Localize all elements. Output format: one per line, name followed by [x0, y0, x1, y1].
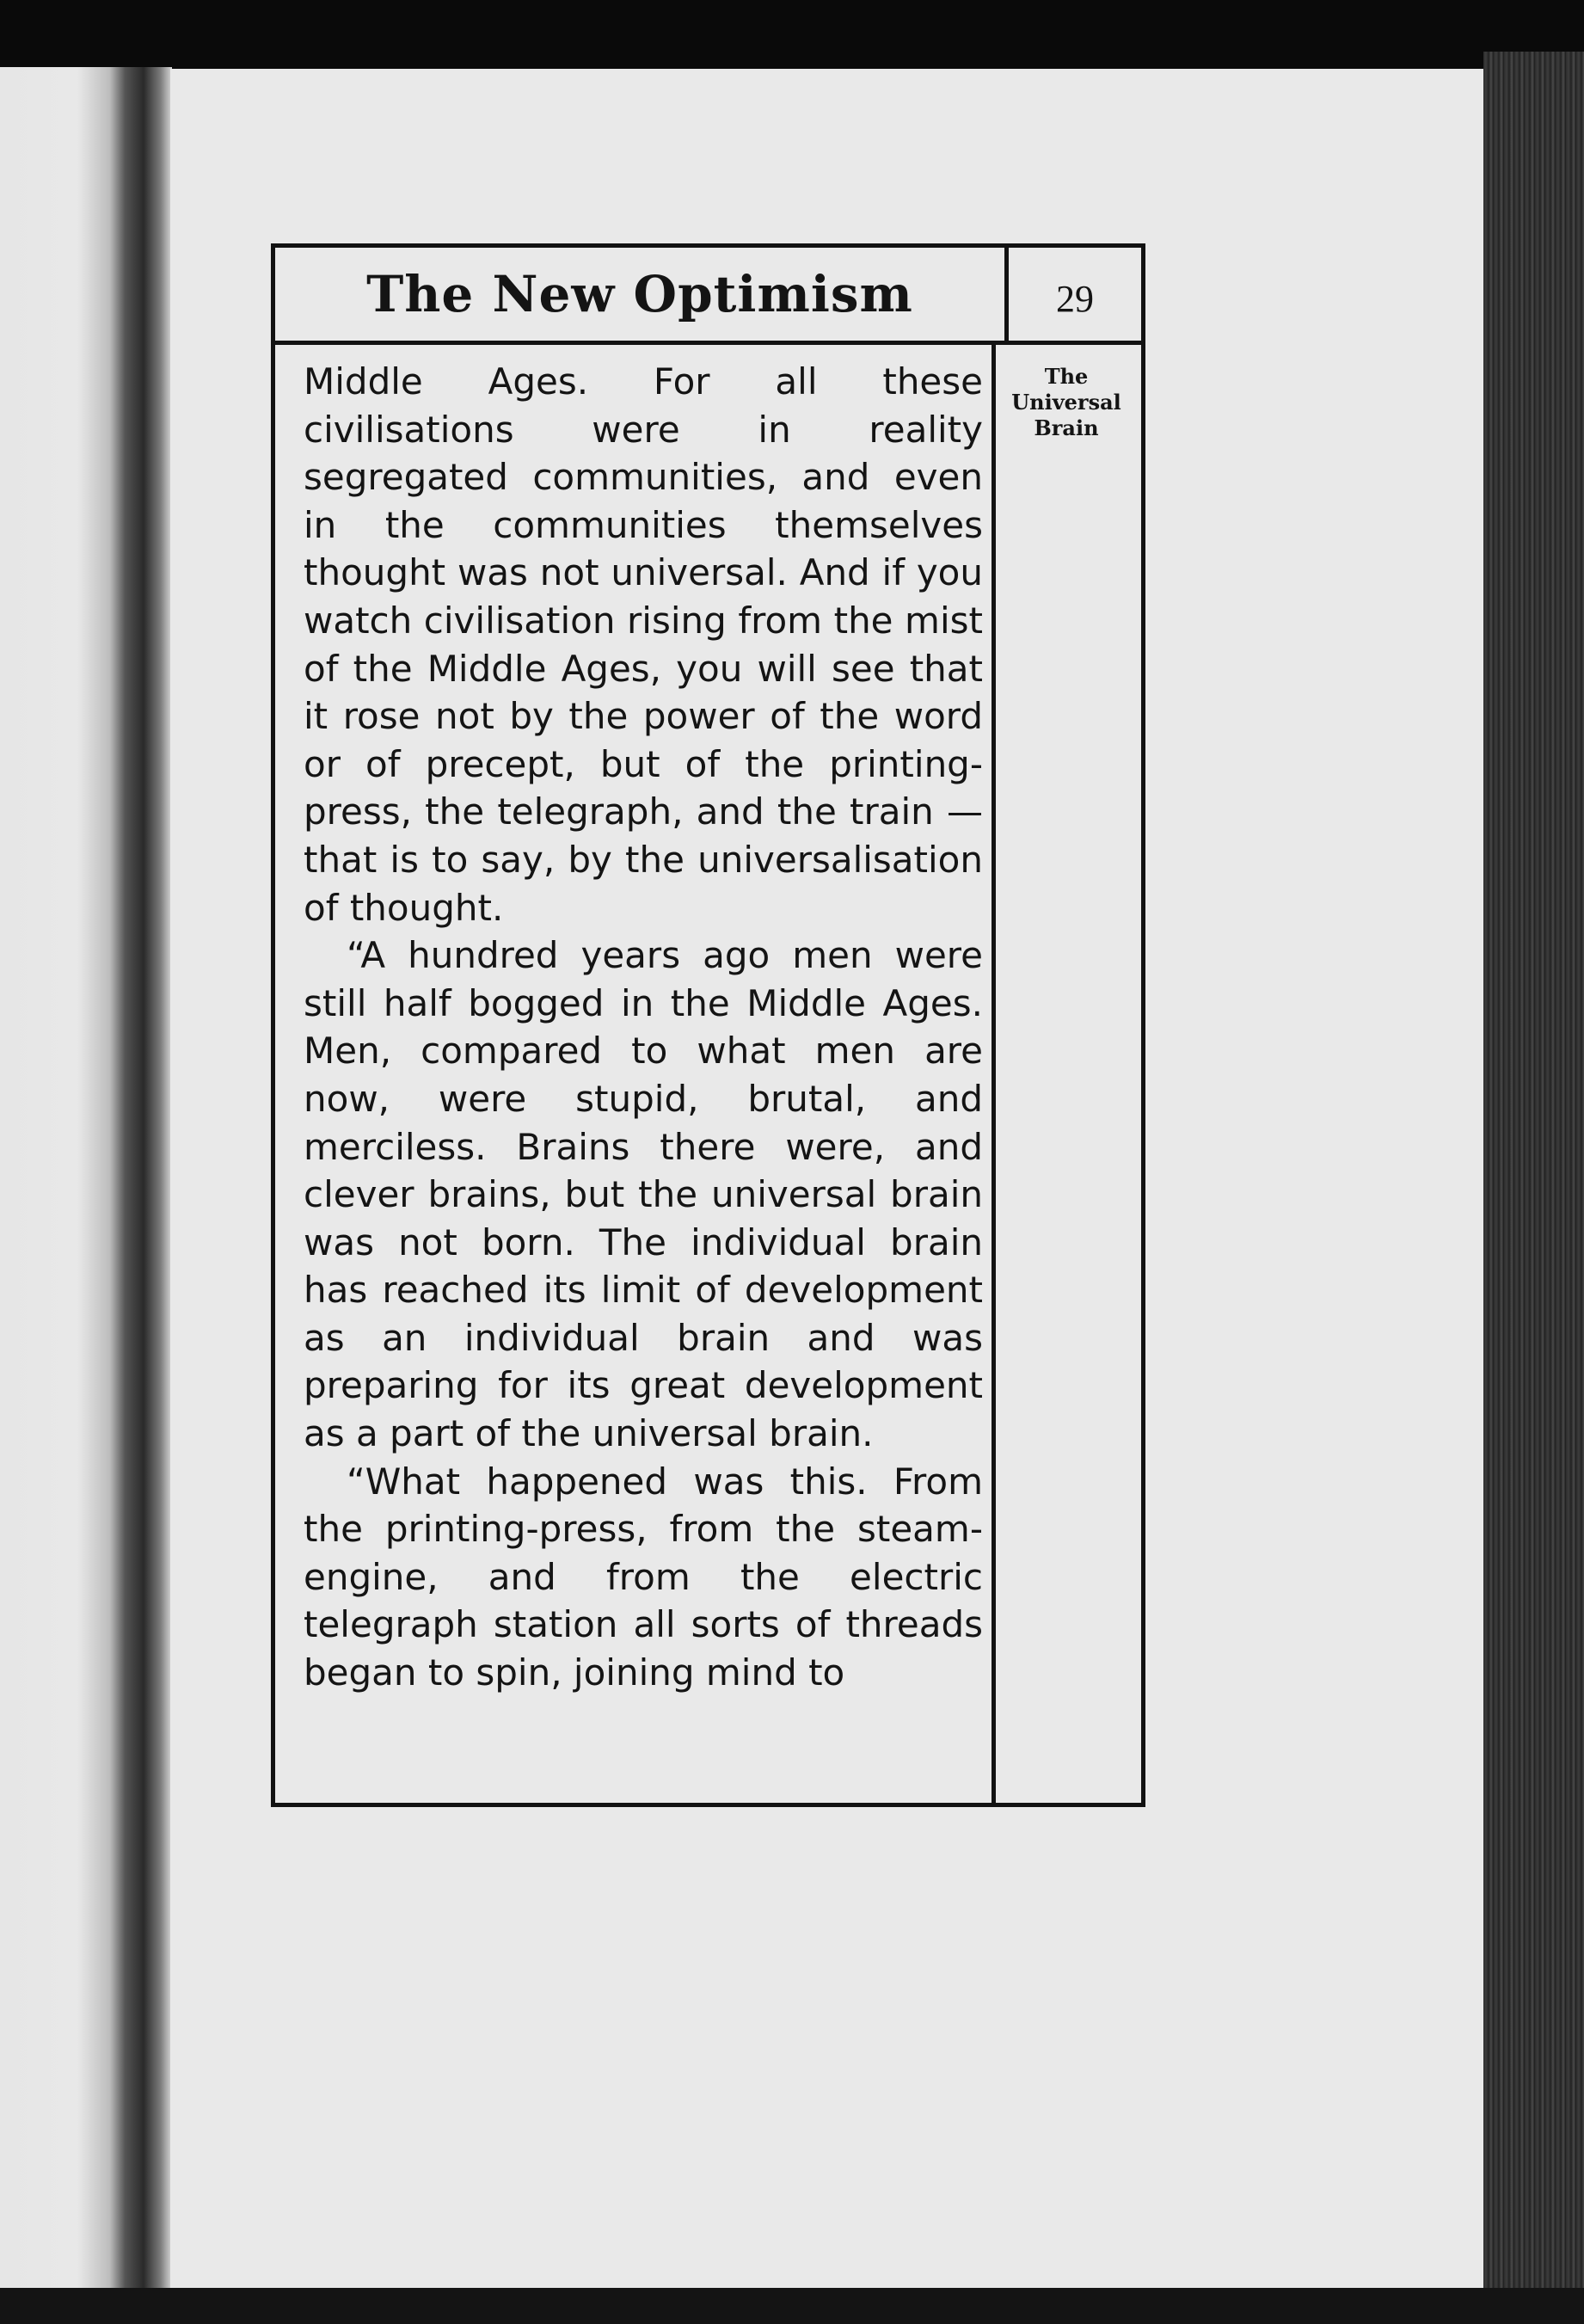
main-text-column	[275, 341, 996, 1803]
paragraph-1: Middle Ages. For all these civilisations were in reality segregated communities, and even in the communities themselves thought was not universal. And if you watch civilisation rising from the mist of the Middle Ages, you will see that it rose not by the power of the word or of precept, but of the printing-press, the telegraph, and the train —that is to say, by the universalisation of thought.	[304, 360, 983, 929]
running-title: The New Optimism	[275, 248, 1009, 341]
body-text	[304, 358, 983, 1697]
margin-sidenote	[1002, 364, 1131, 441]
paragraph-2: “A hundred years ago men were still half bogged in the Middle Ages. Men, compared to what men are now, were stupid, brutal, and merciless. Brains there were, and clever brains, but the universal brain was not born. The individual brain has reached its limit of development as an individual brain and was preparing for its great development as a part of the universal brain.	[304, 934, 983, 1455]
sidenote-line-3: Brain	[1034, 415, 1099, 440]
book-gutter	[125, 67, 172, 2324]
running-header	[275, 248, 1141, 345]
sidenote-line-2: Universal	[1011, 390, 1121, 415]
scan-top-border	[0, 0, 1584, 69]
paragraph-3: “What happened was this. From the printing-press, from the steam-engine, and from the electric telegraph station all sorts of threads began to spin, joining mind to	[304, 1460, 983, 1694]
page-stack-edge	[1483, 52, 1584, 2324]
scan-bottom-border	[0, 2288, 1584, 2324]
facing-page-edge	[0, 67, 129, 2324]
sidenote-line-1: The	[1044, 364, 1089, 389]
text-frame	[271, 243, 1145, 1807]
page-number: 29	[1056, 277, 1094, 320]
